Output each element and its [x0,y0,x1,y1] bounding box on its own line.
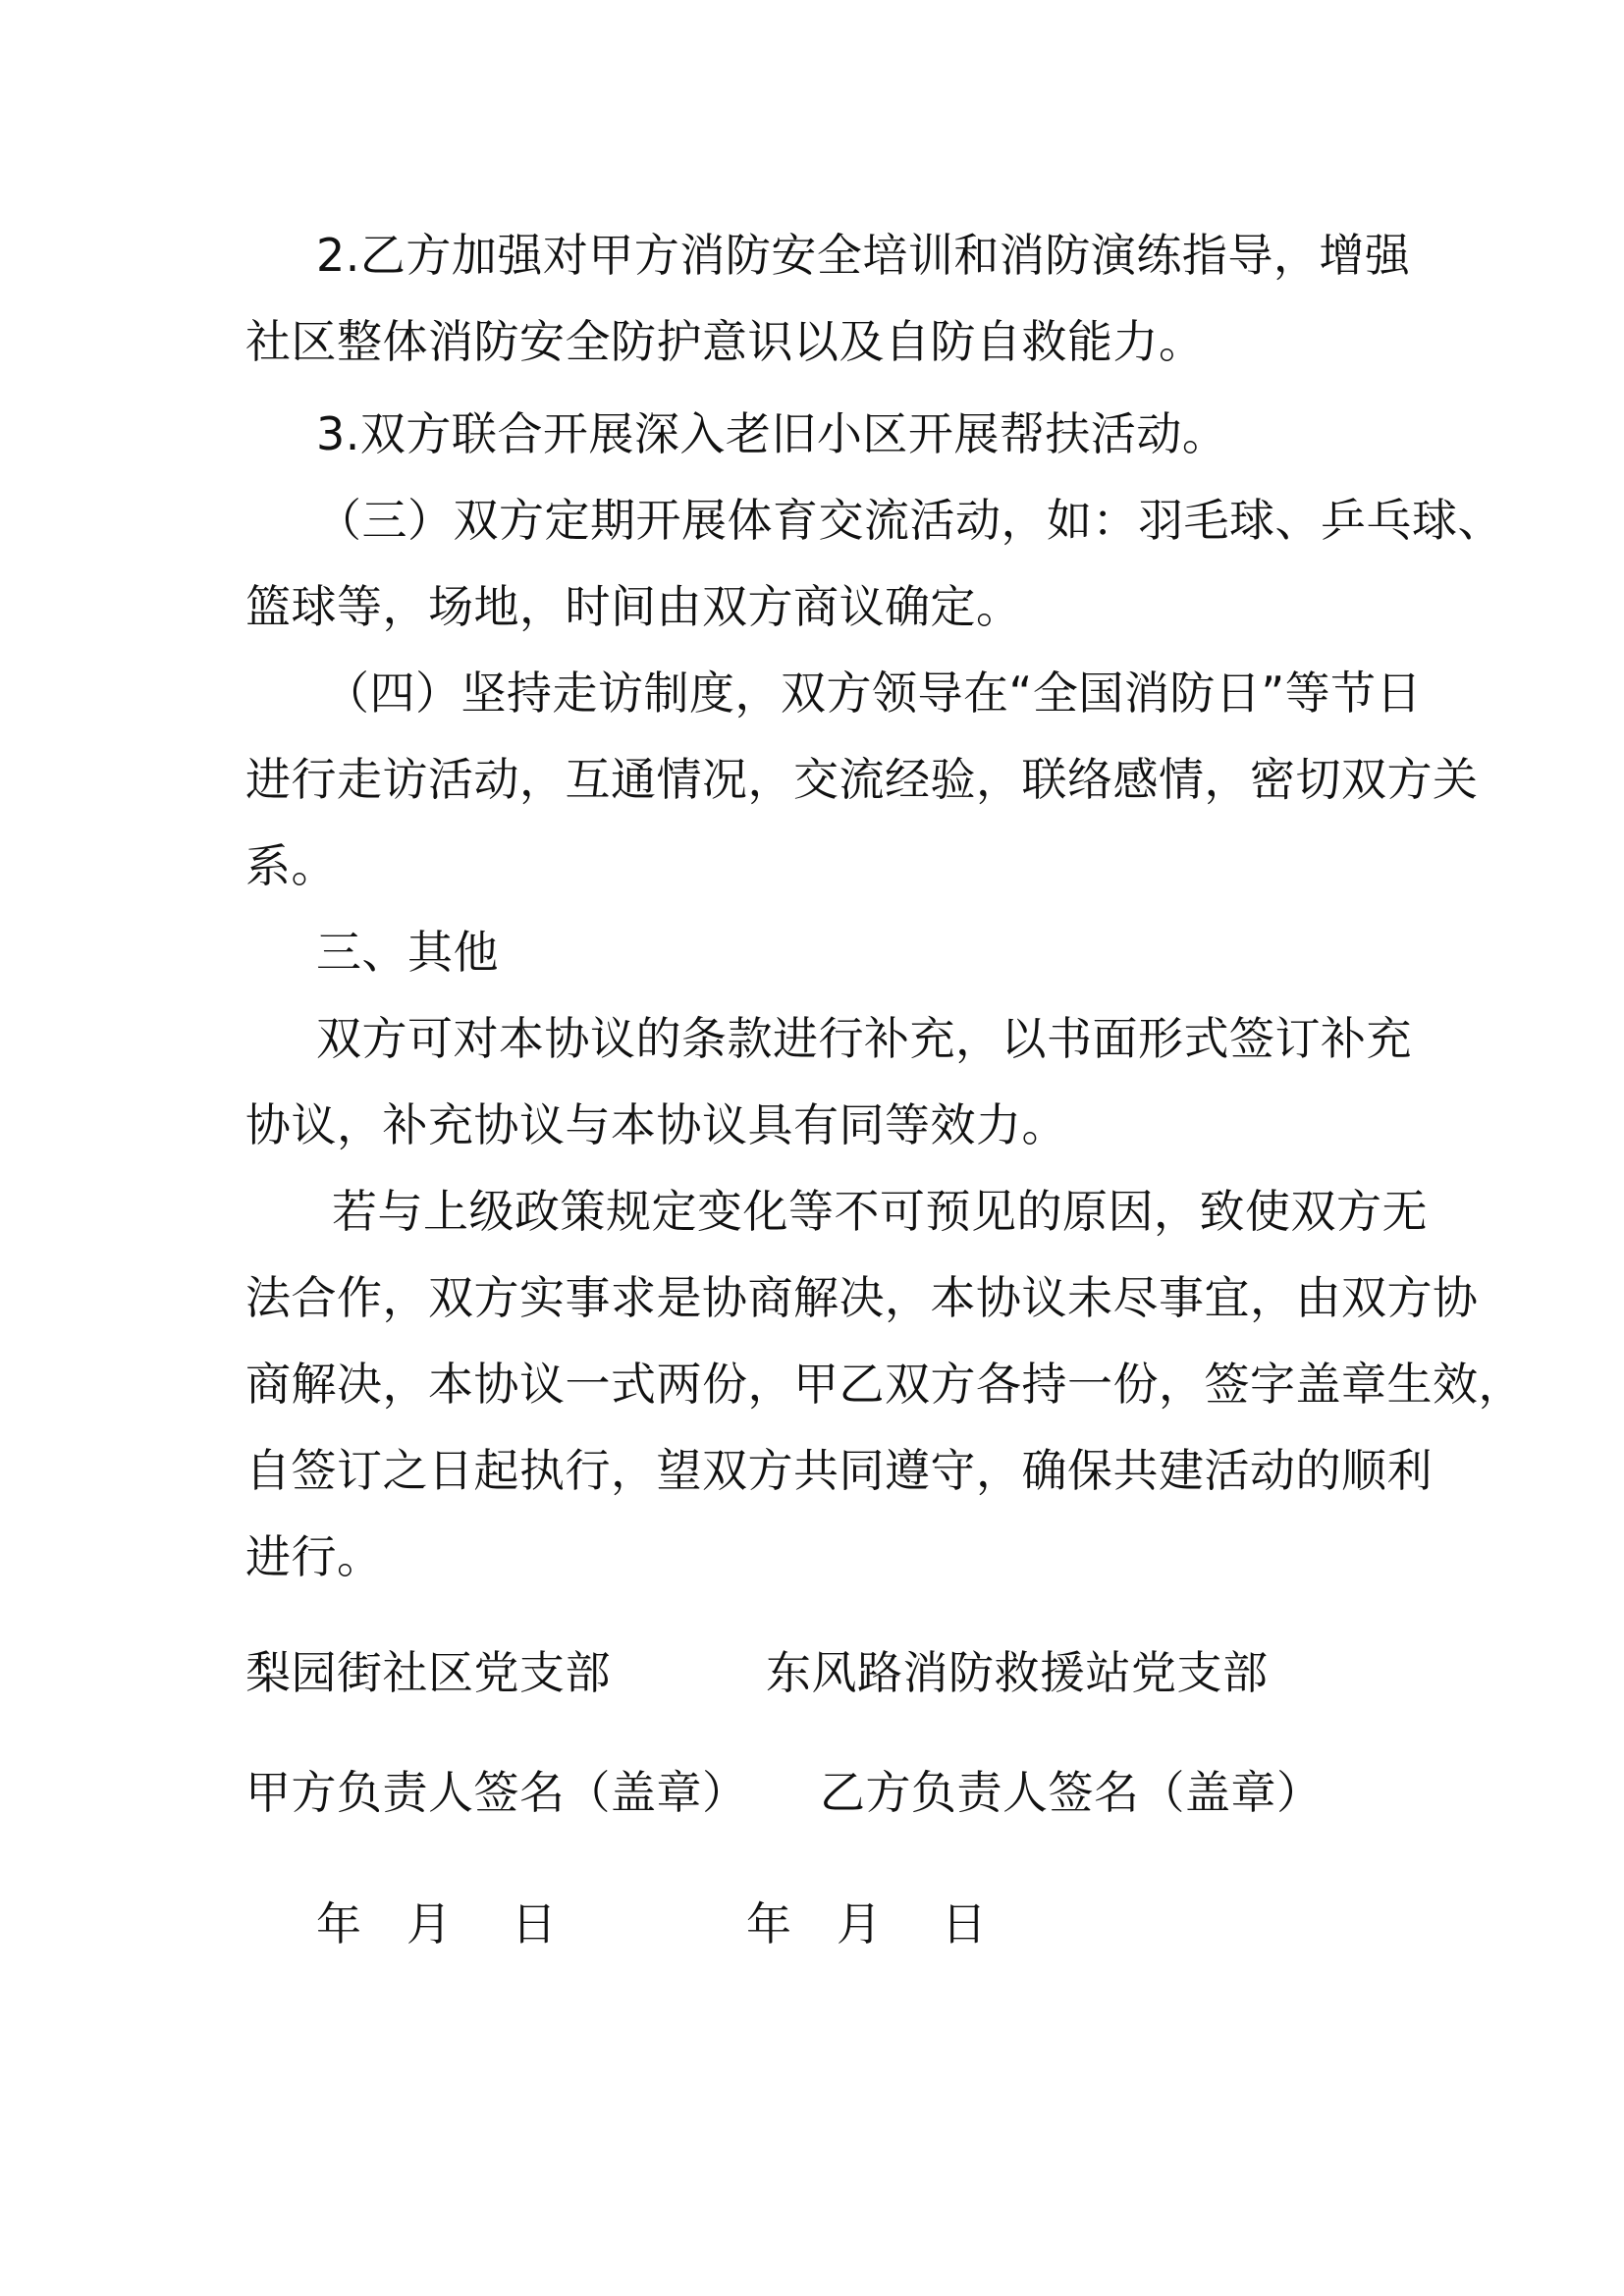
item-2-line-1: 2.乙方加强对甲方消防安全培训和消防演练指导，增强 [316,229,1411,282]
party-a-sign: 甲方负责人签名（盖章） [245,1766,748,1819]
section-3-line-1: （三）双方定期开展体育交流活动，如：羽毛球、乒乓球、 [316,494,1503,547]
section-4-line-1: （四）坚持走访制度，双方领导在“全国消防日”等节日 [324,667,1423,720]
other-para-2-line-5: 进行。 [245,1530,383,1583]
other-para-2-line-4: 自签订之日起执行，望双方共同遵守，确保共建活动的顺利 [245,1444,1433,1497]
section-4-line-2: 进行走访活动，互通情况，交流经验，联络感情，密切双方关 [245,753,1479,806]
other-para-1-line-2: 协议，补充协议与本协议具有同等效力。 [245,1098,1067,1151]
party-a-org: 梨园街社区党支部 [245,1646,611,1699]
section-4-line-3: 系。 [245,839,337,892]
other-para-2-line-1: 若与上级政策规定变化等不可预见的原因，致使双方无 [332,1185,1428,1238]
heading-other: 三、其他 [316,926,499,979]
item-3: 3.双方联合开展深入老旧小区开展帮扶活动。 [316,407,1228,460]
party-a-date: 年 月 日 [316,1897,558,1950]
section-3-line-2: 篮球等，场地，时间由双方商议确定。 [245,580,1022,633]
other-para-1-line-1: 双方可对本协议的条款进行补充，以书面形式签订补充 [316,1012,1412,1065]
party-b-date: 年 月 日 [746,1897,988,1950]
party-b-org: 东风路消防救援站党支部 [766,1646,1269,1699]
other-para-2-line-3: 商解决，本协议一式两份，甲乙双方各持一份，签字盖章生效， [245,1358,1524,1411]
party-b-sign: 乙方负责人签名（盖章） [820,1766,1323,1819]
other-para-2-line-2: 法合作，双方实事求是协商解决，本协议未尽事宜，由双方协 [245,1271,1479,1324]
item-2-line-2: 社区整体消防安全防护意识以及自防自救能力。 [245,315,1205,368]
